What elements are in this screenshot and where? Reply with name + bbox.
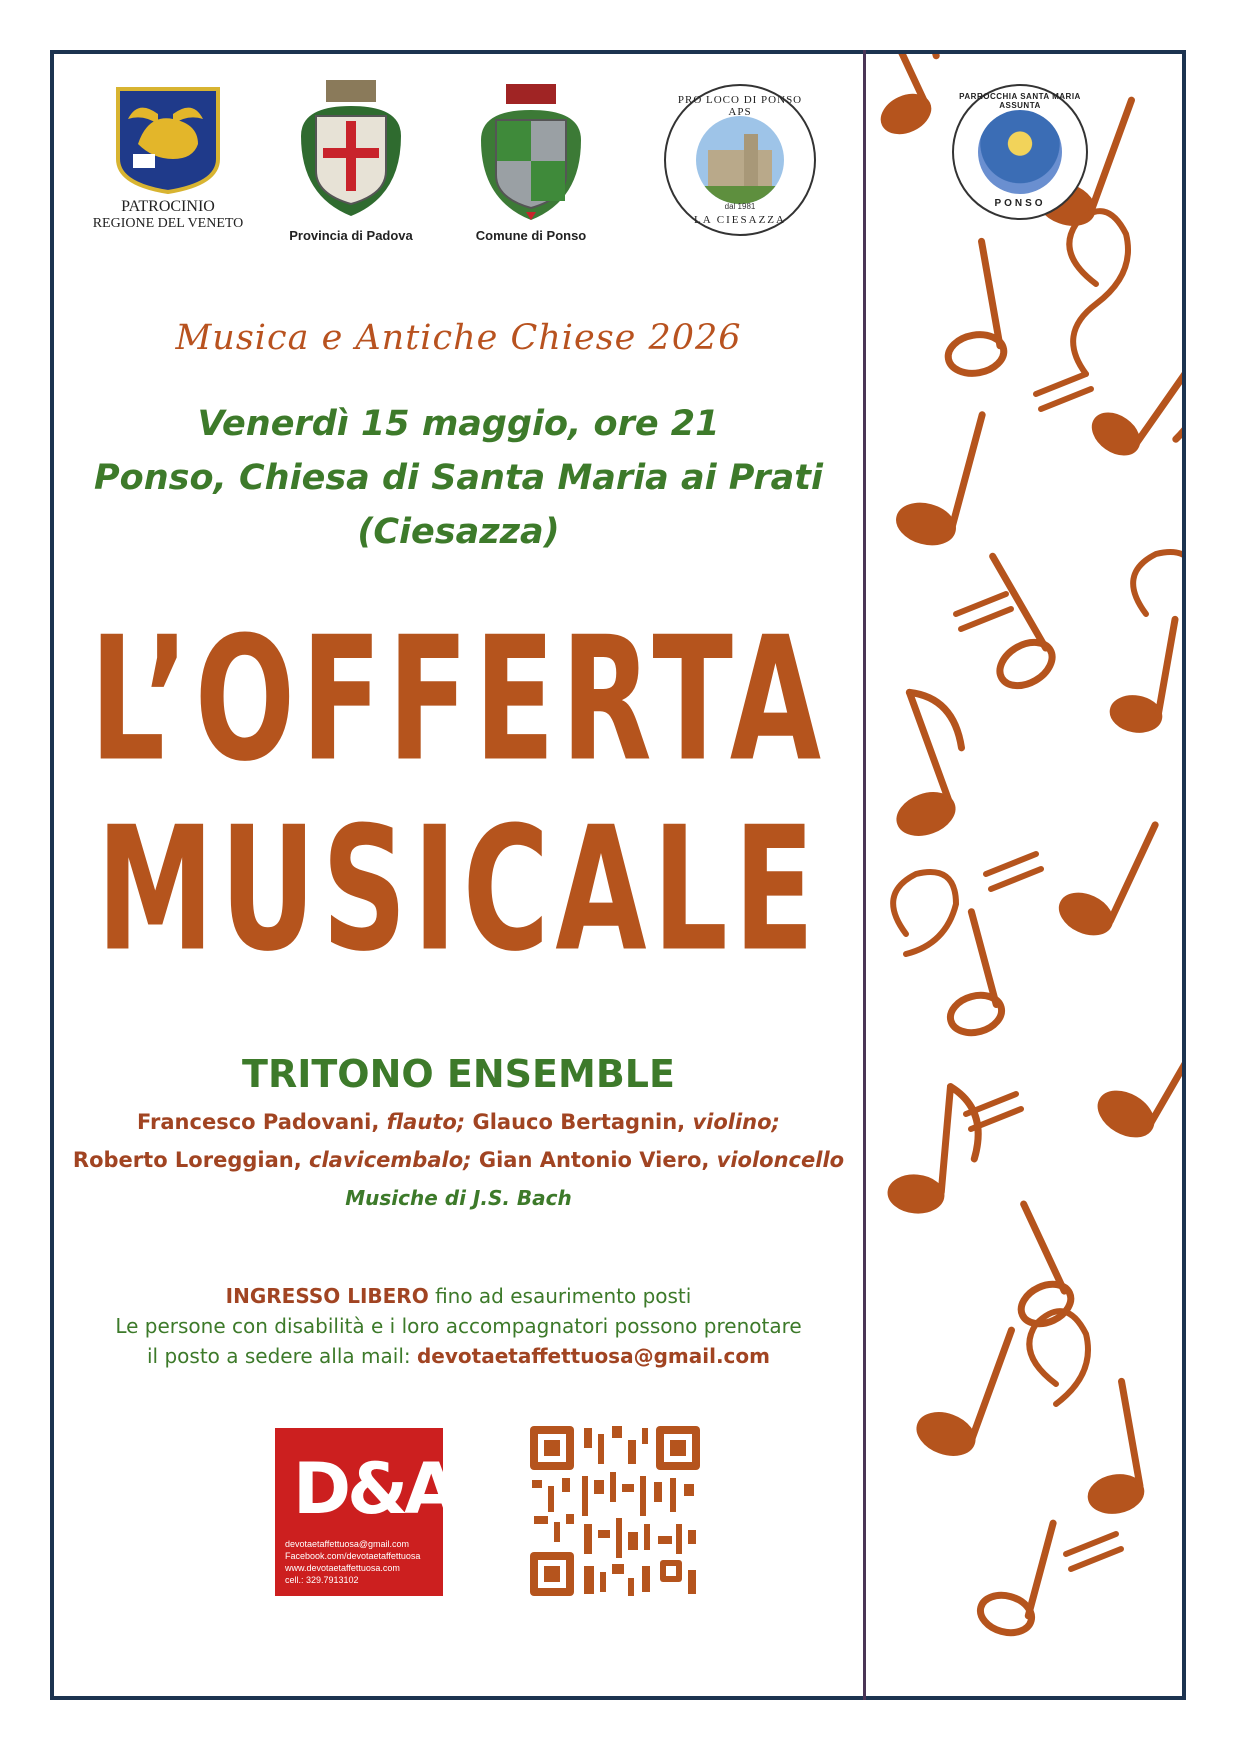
entry-bold: INGRESSO LIBERO xyxy=(225,1284,429,1308)
proloco-seal xyxy=(664,84,816,236)
ponso-coat-of-arms xyxy=(471,80,591,226)
leone-san-marco-emblem xyxy=(113,84,223,194)
concert-title-line-1: L’OFFERTA xyxy=(89,598,828,800)
proloco-bottom-text: LA CIESAZZA xyxy=(694,214,786,226)
da-logo-card xyxy=(275,1428,455,1596)
performers-line-2 xyxy=(54,1148,863,1172)
provincia-padova-logo xyxy=(276,76,426,243)
accessibility-info: Le persone con disabilità e i loro accompagnatori possono prenotare xyxy=(115,1314,802,1338)
performer-3-name: Roberto Loreggian, xyxy=(72,1148,302,1172)
booking-info xyxy=(54,1344,863,1368)
booking-text: il posto a sedere alla mail: xyxy=(147,1344,411,1368)
parrocchia-bottom-text: PONSO xyxy=(994,198,1046,209)
parrocchia-ring-text: PARROCCHIA SANTA MARIA ASSUNTA xyxy=(959,92,1081,110)
event-series: Musica e Antiche Chiese 2026 xyxy=(175,318,742,358)
music-notes-panel xyxy=(866,54,1182,1696)
performer-4-instrument: violoncello xyxy=(716,1148,845,1172)
event-place: Ponso, Chiesa di Santa Maria ai Prati xyxy=(94,458,823,498)
program-note: Musiche di J.S. Bach xyxy=(345,1186,572,1210)
performer-2-instrument: violino; xyxy=(692,1110,780,1134)
performer-1-name: Francesco Padovani, xyxy=(137,1110,380,1134)
da-mark: D&A xyxy=(293,1448,455,1530)
parrocchia-seal xyxy=(952,84,1088,220)
ensemble-name: TRITONO ENSEMBLE xyxy=(242,1052,675,1096)
comune-ponso-logo xyxy=(456,80,606,243)
concert-title-line-2: MUSICALE xyxy=(96,788,821,990)
veneto-caption-2: REGIONE DEL VENETO xyxy=(92,216,244,232)
parrocchia-seal-image xyxy=(978,110,1062,194)
event-date: Venerdì 15 maggio, ore 21 xyxy=(197,404,720,444)
performer-1-instrument: flauto; xyxy=(386,1110,466,1134)
event-place-note: (Ciesazza) xyxy=(357,512,560,552)
music-notes-pattern xyxy=(866,54,1182,1696)
regione-veneto-logo xyxy=(88,84,248,232)
entry-rest: fino ad esaurimento posti xyxy=(435,1284,692,1308)
veneto-caption-1: PATROCINIO xyxy=(121,198,215,215)
proloco-photo xyxy=(696,116,784,204)
proloco-ring-text: PRO LOCO DI PONSO APS xyxy=(677,94,803,118)
da-web: www.devotaetaffettuosa.com xyxy=(285,1563,400,1573)
da-facebook: Facebook.com/devotaetaffettuosa xyxy=(285,1551,421,1561)
performer-4-name: Gian Antonio Viero, xyxy=(478,1148,710,1172)
da-contacts xyxy=(285,1538,420,1586)
da-cell: cell.: 329.7913102 xyxy=(285,1575,359,1585)
da-email: devotaetaffettuosa@gmail.com xyxy=(285,1539,410,1549)
padova-coat-of-arms xyxy=(291,76,411,226)
entry-info xyxy=(54,1284,863,1308)
proloco-year: dal 1981 xyxy=(724,202,756,211)
padova-caption: Provincia di Padova xyxy=(289,228,413,243)
ponso-caption: Comune di Ponso xyxy=(475,228,587,243)
booking-email[interactable]: devotaetaffettuosa@gmail.com xyxy=(416,1344,770,1368)
qr-code[interactable] xyxy=(524,1420,706,1602)
performer-3-instrument: clavicembalo; xyxy=(309,1148,472,1172)
performers-line-1 xyxy=(54,1110,863,1134)
performer-2-name: Glauco Bertagnin, xyxy=(472,1110,686,1134)
